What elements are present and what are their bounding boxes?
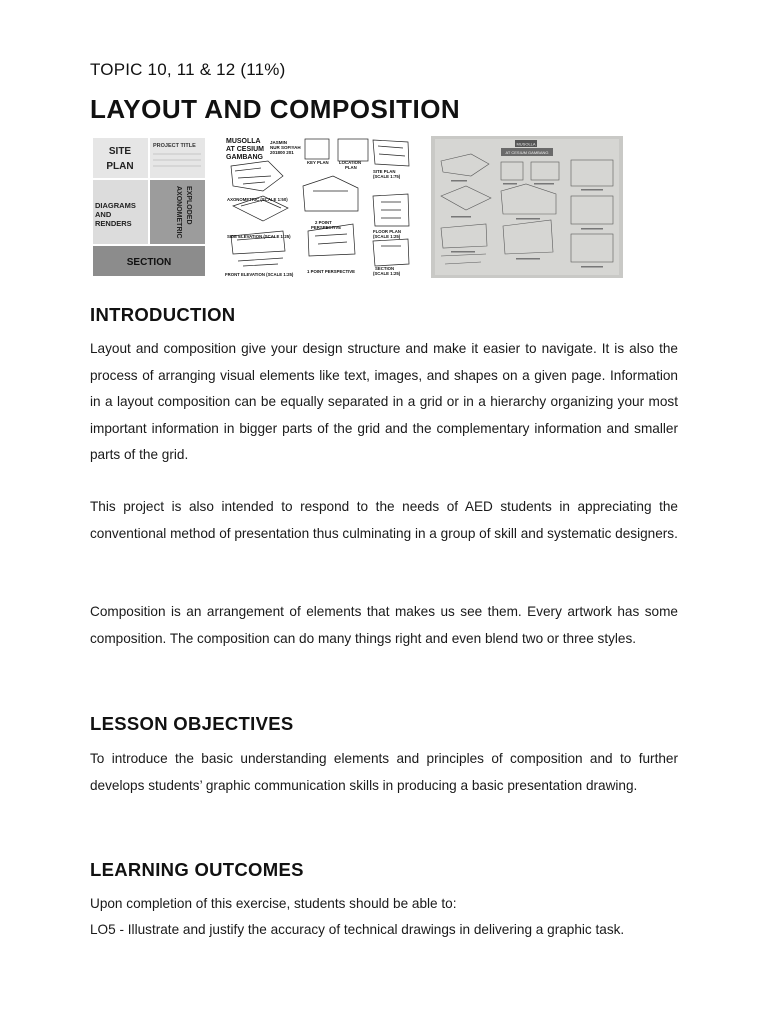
svg-text:DIAGRAMS: DIAGRAMS	[95, 201, 136, 210]
introduction-paragraph-2: This project is also intended to respond to the needs of AED students in appreciating the conventional method of presentation thus culminating in a group of skill and systematic designers.	[90, 499, 678, 541]
page-title: LAYOUT AND COMPOSITION	[90, 94, 461, 124]
svg-text:PERSPECTIVE: PERSPECTIVE	[311, 225, 342, 230]
svg-text:AND: AND	[95, 210, 112, 219]
svg-text:SIDE ELEVATION (SCALE 1:25): SIDE ELEVATION (SCALE 1:25)	[227, 234, 291, 239]
sketch-board-image	[223, 136, 415, 278]
svg-text:SITE: SITE	[108, 146, 132, 157]
svg-text:NUR SOFIYAH: NUR SOFIYAH	[270, 145, 301, 150]
lesson-objectives-paragraph: To introduce the basic understanding elements and principles of composition and to further develops students’ graphic communication skills in producing a basic presentation drawing.	[90, 751, 678, 793]
svg-text:PLAN: PLAN	[345, 165, 357, 170]
lesson-objectives-heading: LESSON OBJECTIVES	[90, 713, 294, 734]
svg-text:1 POINT PERSPECTIVE: 1 POINT PERSPECTIVE	[307, 269, 355, 274]
svg-text:PLAN: PLAN	[106, 161, 134, 172]
svg-text:FLOOR PLAN: FLOOR PLAN	[373, 229, 401, 234]
svg-text:MUSOLLA: MUSOLLA	[226, 138, 261, 145]
layout-template-image	[91, 136, 207, 278]
svg-text:SITE PLAN: SITE PLAN	[373, 169, 396, 174]
svg-text:201800 201: 201800 201	[270, 150, 294, 155]
svg-text:(SCALE 1:75): (SCALE 1:75)	[373, 174, 401, 179]
svg-text:RENDERS: RENDERS	[95, 219, 132, 228]
introduction-heading: INTRODUCTION	[90, 304, 236, 325]
project-title-label: PROJECT TITLE	[153, 143, 196, 149]
introduction-paragraph-3: Composition is an arrangement of elements that makes us see them. Every artwork has some composition. The composition can do many things right and even blend two or three styles.	[90, 604, 678, 646]
svg-text:EXPLODED: EXPLODED	[185, 186, 192, 225]
photo-board-image	[431, 136, 623, 278]
svg-text:AXONOMETRIC: AXONOMETRIC	[175, 186, 182, 239]
svg-text:JASMIN: JASMIN	[270, 140, 288, 145]
svg-text:GAMBANG: GAMBANG	[226, 154, 263, 161]
svg-text:(SCALE 1:25): (SCALE 1:25)	[373, 234, 401, 239]
topic-label: TOPIC 10, 11 & 12 (11%)	[90, 60, 286, 79]
svg-text:FRONT ELEVATION (SCALE 1:25): FRONT ELEVATION (SCALE 1:25)	[225, 272, 294, 277]
introduction-paragraph-1: Layout and composition give your design structure and make it easier to navigate. It is also the process of arranging visual elements like text, images, and shapes on a given page. Information in a layout composition can be equally separated in a grid or in a hierarchy organizing your most important information in bigger parts of the grid and the complementary information and smaller parts of the grid.	[90, 341, 678, 462]
learning-outcome-lo5: LO5 - Illustrate and justify the accuracy of technical drawings in delivering a graphic task.	[90, 922, 625, 937]
svg-text:(SCALE 1:25): (SCALE 1:25)	[373, 271, 401, 276]
svg-text:AXONOMETRIC (SCALE 1:50): AXONOMETRIC (SCALE 1:50)	[227, 197, 288, 202]
learning-outcomes-heading: LEARNING OUTCOMES	[90, 859, 304, 880]
svg-text:SECTION: SECTION	[375, 266, 395, 271]
svg-text:AT CESIUM: AT CESIUM	[226, 146, 264, 153]
svg-text:AT CESIUM GAMBANG: AT CESIUM GAMBANG	[505, 150, 549, 155]
learning-outcomes-intro: Upon completion of this exercise, students should be able to:	[90, 896, 457, 911]
svg-text:LOCATION: LOCATION	[339, 160, 362, 165]
svg-text:MUSOLLA: MUSOLLA	[516, 141, 536, 147]
svg-text:KEY PLAN: KEY PLAN	[307, 160, 329, 165]
svg-text:2 POINT: 2 POINT	[315, 220, 332, 225]
svg-text:SECTION: SECTION	[126, 257, 172, 268]
